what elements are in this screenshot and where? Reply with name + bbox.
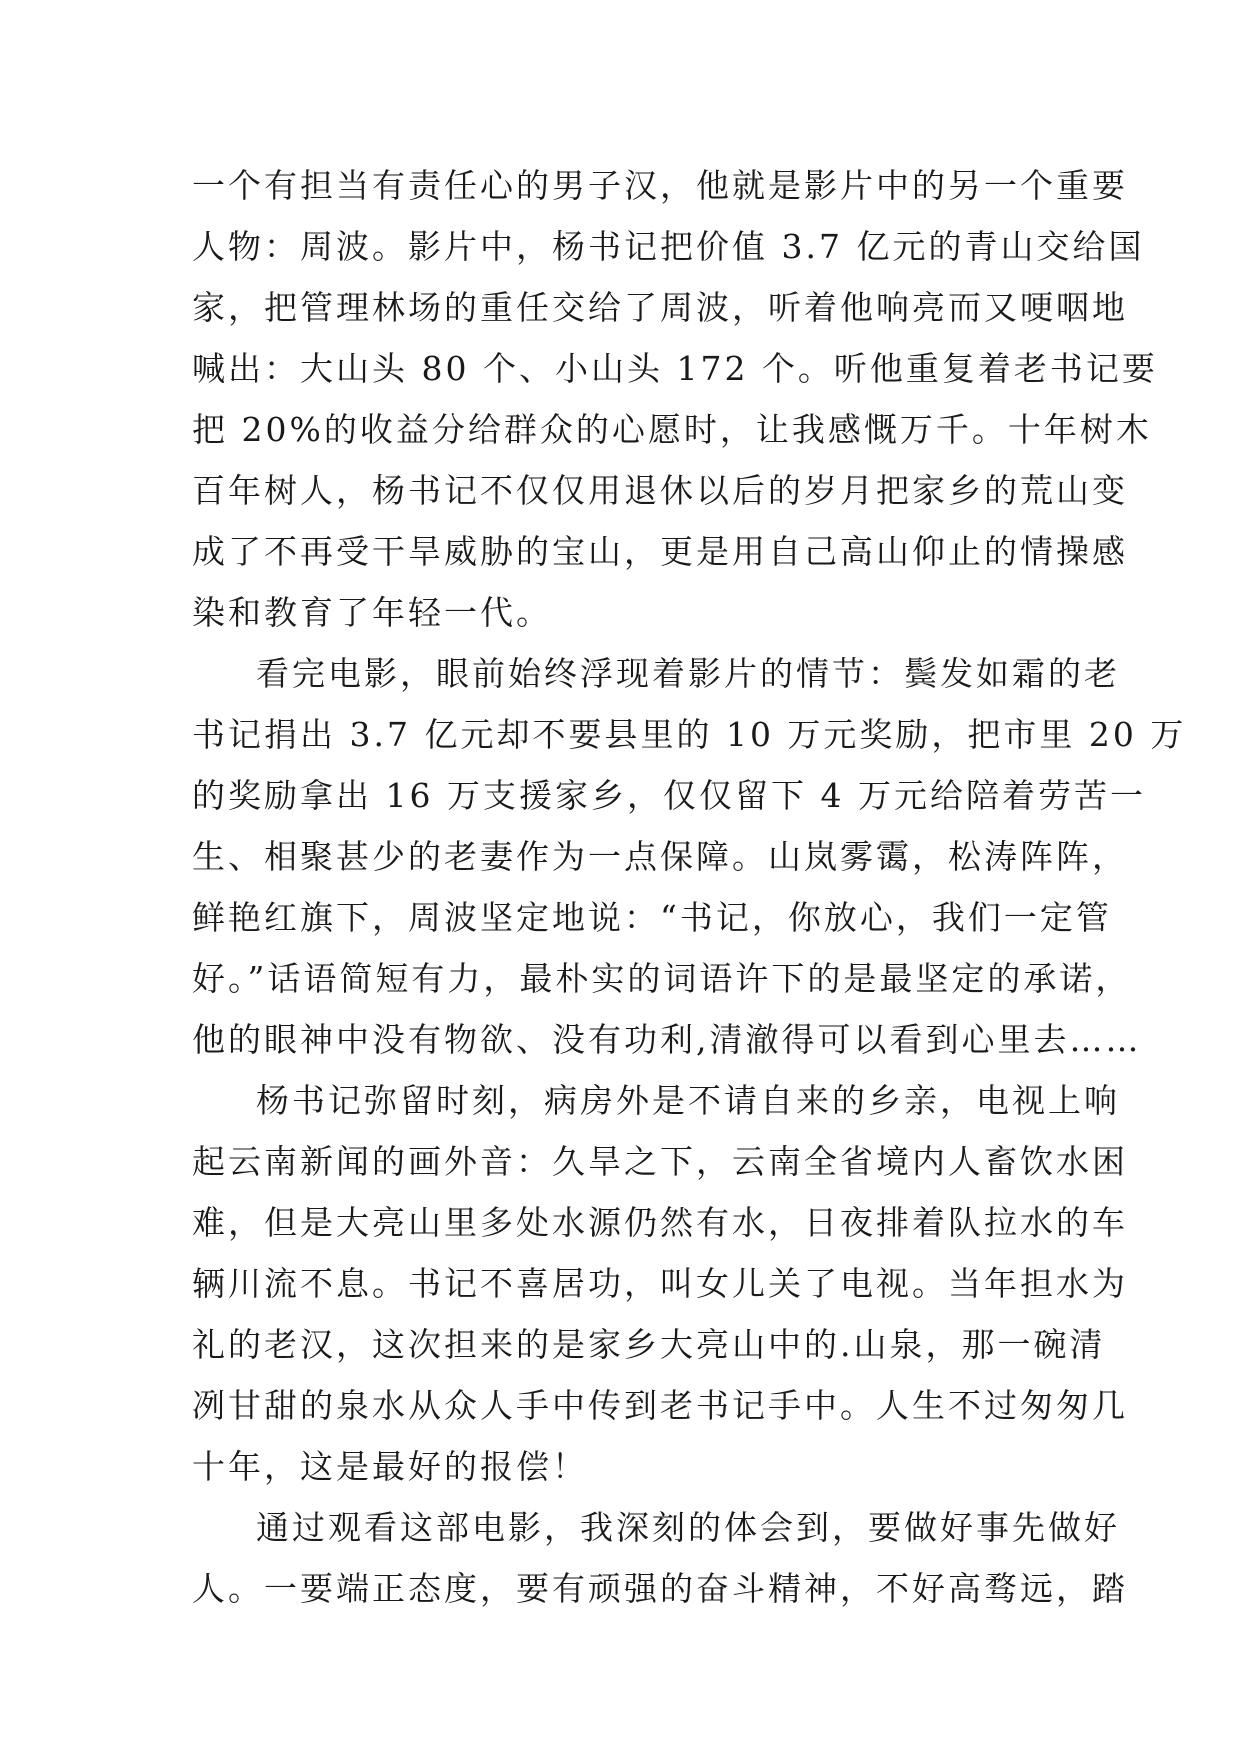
text-line: 人。一要端正态度，要有顽强的奋斗精神，不好高骛远，踏	[192, 1569, 1128, 1608]
document-body	[192, 155, 1187, 1619]
text-line: 喊出：大山头 80 个、小山头 172 个。听他重复着老书记要	[192, 349, 1158, 388]
text-line: 生、相聚甚少的老妻作为一点保障。山岚雾霭，松涛阵阵，	[192, 837, 1128, 876]
text-line: 染和教育了年轻一代。	[192, 593, 552, 632]
paragraph-first-line: 看完电影，眼前始终浮现着影片的情节：鬓发如霜的老	[256, 654, 1120, 693]
text-line: 冽甘甜的泉水从众人手中传到老书记手中。人生不过匆匆几	[192, 1386, 1128, 1425]
text-line: 成了不再受干旱威胁的宝山，更是用自己高山仰止的情操感	[192, 532, 1128, 571]
text-line: 人物：周波。影片中，杨书记把价值 3.7 亿元的青山交给国	[192, 227, 1145, 266]
text-line: 起云南新闻的画外音：久旱之下，云南全省境内人畜饮水困	[192, 1142, 1128, 1181]
text-line: 好。”话语简短有力，最朴实的词语许下的是最坚定的承诺，	[192, 959, 1132, 998]
text-line: 难，但是大亮山里多处水源仍然有水，日夜排着队拉水的车	[192, 1203, 1128, 1242]
paragraph-first-line: 通过观看这部电影，我深刻的体会到，要做好事先做好	[256, 1508, 1120, 1547]
text-line: 鲜艳红旗下，周波坚定地说：“书记，你放心，我们一定管	[192, 898, 1112, 937]
text-line: 书记捐出 3.7 亿元却不要县里的 10 万元奖励，把市里 20 万	[192, 715, 1187, 754]
text-line: 把 20%的收益分给群众的心愿时，让我感慨万千。十年树木	[192, 410, 1152, 449]
text-line: 辆川流不息。书记不喜居功，叫女儿关了电视。当年担水为	[192, 1264, 1128, 1303]
paragraph-first-line: 杨书记弥留时刻，病房外是不请自来的乡亲，电视上响	[256, 1081, 1120, 1120]
text-line: 的奖励拿出 16 万支援家乡，仅仅留下 4 万元给陪着劳苦一	[192, 776, 1146, 815]
text-line: 百年树人，杨书记不仅仅用退休以后的岁月把家乡的荒山变	[192, 471, 1128, 510]
text-line: 一个有担当有责任心的男子汉，他就是影片中的另一个重要	[192, 166, 1128, 205]
text-line: 礼的老汉，这次担来的是家乡大亮山中的.山泉，那一碗清	[192, 1325, 1106, 1364]
text-line: 家，把管理林场的重任交给了周波，听着他响亮而又哽咽地	[192, 288, 1128, 327]
text-line: 他的眼神中没有物欲、没有功利,清澈得可以看到心里去……	[192, 1020, 1142, 1059]
text-line: 十年，这是最好的报偿！	[192, 1447, 588, 1486]
